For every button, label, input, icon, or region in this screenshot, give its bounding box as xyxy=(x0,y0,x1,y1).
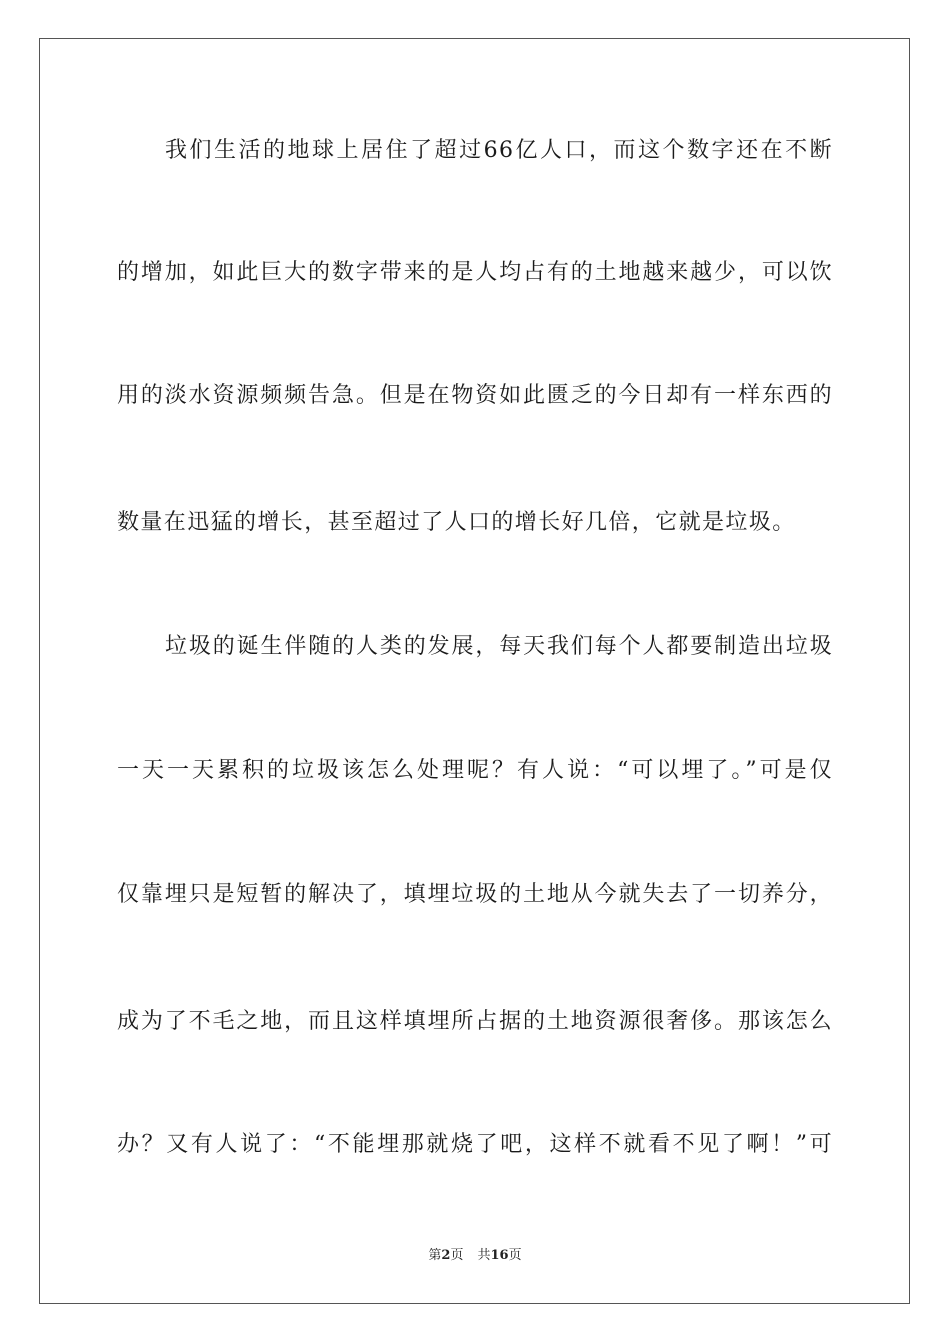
page-number: 2 xyxy=(441,1248,451,1263)
text-line: 用的淡水资源频频告急。但是在物资如此匮乏的今日却有一样东西的 xyxy=(117,383,833,408)
total-pages: 16 xyxy=(490,1248,509,1263)
text-line: 我们生活的地球上居住了超过66亿人口，而这个数字还在不断 xyxy=(165,138,833,163)
text-line: 垃圾的诞生伴随的人类的发展，每天我们每个人都要制造出垃圾 xyxy=(165,634,833,659)
page-suffix: 页 xyxy=(450,1248,464,1263)
page-border xyxy=(39,38,910,1304)
text-line: 仅靠埋只是短暂的解决了，填埋垃圾的土地从今就失去了一切养分， xyxy=(117,882,833,907)
text-line: 成为了不毛之地，而且这样填埋所占据的土地资源很奢侈。那该怎么 xyxy=(117,1009,833,1034)
total-suffix: 页 xyxy=(508,1248,522,1263)
page-footer xyxy=(0,1247,950,1265)
text-line: 数量在迅猛的增长，甚至超过了人口的增长好几倍，它就是垃圾。 xyxy=(117,510,796,535)
page-prefix: 第 xyxy=(428,1248,442,1263)
text-line: 一天一天累积的垃圾该怎么处理呢？有人说：“可以埋了。”可是仅 xyxy=(117,758,833,783)
text-line: 的增加，如此巨大的数字带来的是人均占有的土地越来越少，可以饮 xyxy=(117,260,833,285)
total-prefix: 共 xyxy=(477,1248,491,1263)
text-line: 办？又有人说了：“不能埋那就烧了吧，这样不就看不见了啊！”可 xyxy=(117,1132,833,1157)
